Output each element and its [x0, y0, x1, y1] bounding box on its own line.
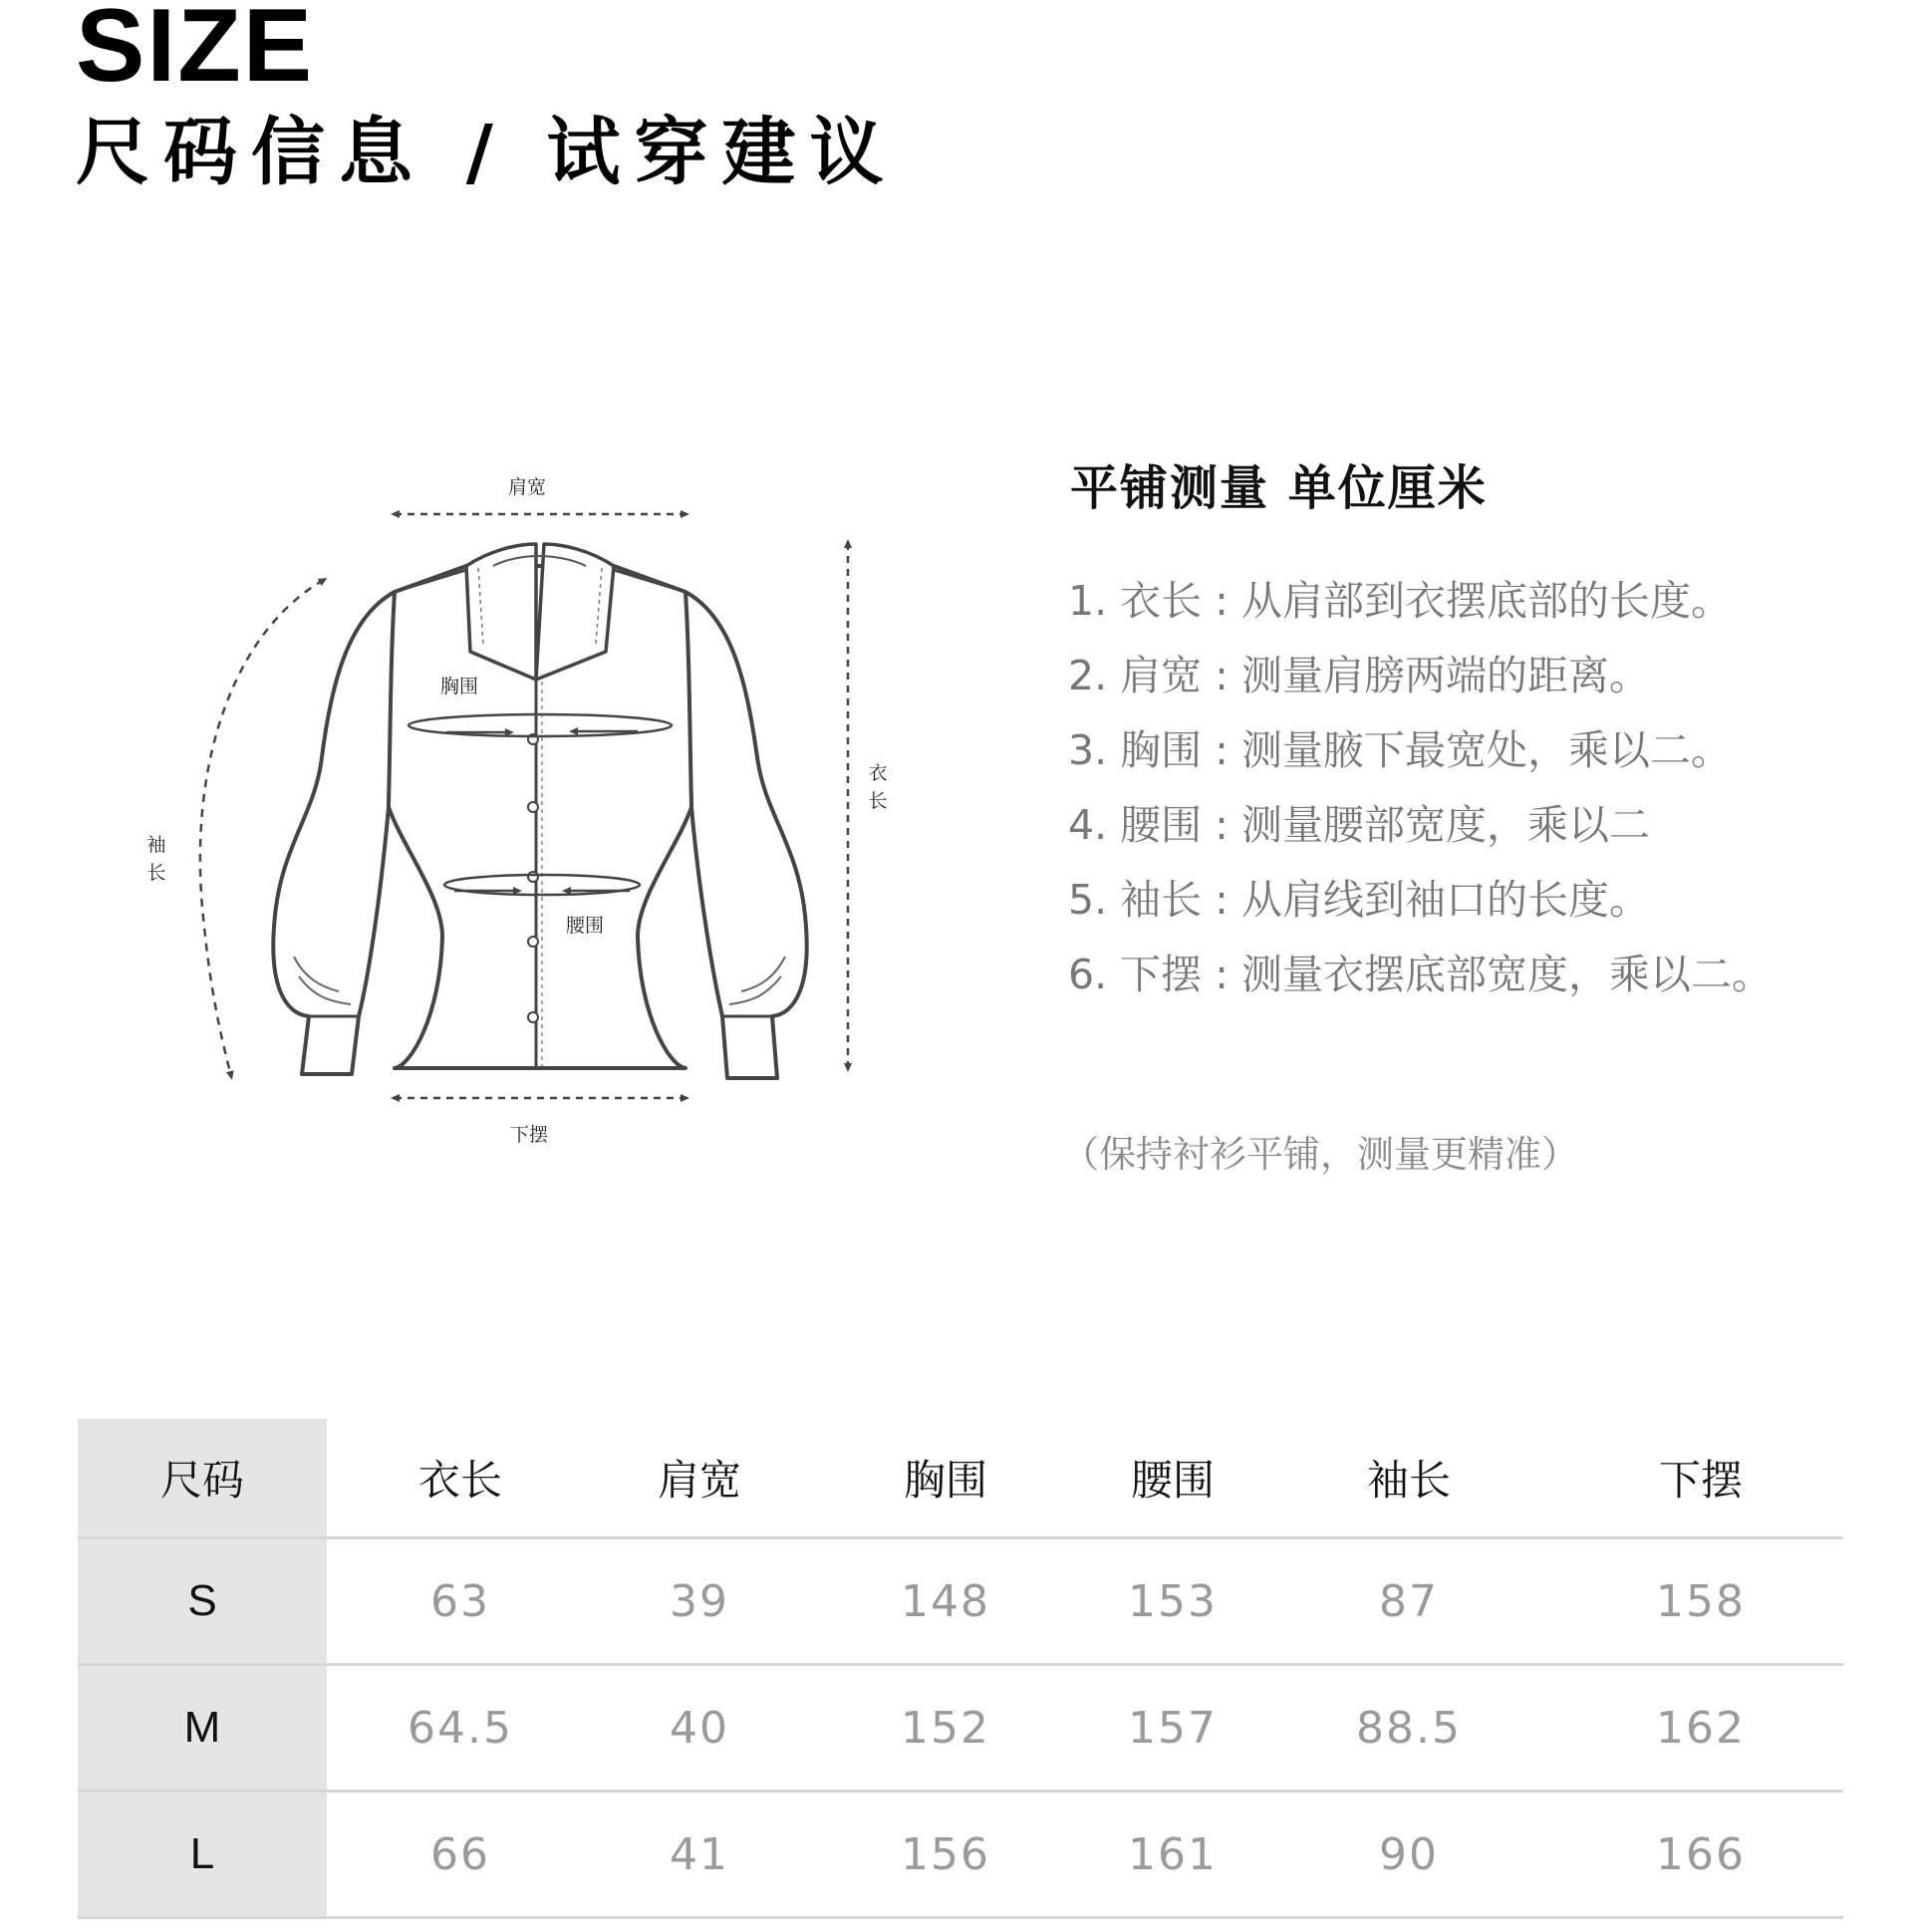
measurement-hint: （保持衬衫平铺，测量更精准）	[1062, 1133, 1578, 1176]
column-header-chest: 胸围	[805, 1419, 1086, 1538]
table-row	[78, 1538, 1843, 1665]
label-length: 衣长	[868, 762, 888, 812]
shirt-illustration	[120, 458, 917, 1156]
table-cell: 162	[1558, 1665, 1843, 1792]
label-waist: 腰围	[566, 915, 605, 937]
note-item: 3. 胸围 : 测量腋下最宽处，乘以二。	[1068, 726, 1733, 774]
button	[528, 1012, 538, 1022]
column-header-shoulder: 肩宽	[594, 1419, 805, 1538]
size-label-cell: S	[78, 1538, 327, 1665]
page-title-chinese: 尺码信息 / 试穿建议	[76, 110, 898, 195]
table-cell: 157	[1086, 1665, 1259, 1792]
table-cell: 40	[594, 1665, 805, 1792]
label-chest: 胸围	[440, 676, 479, 697]
column-header-waist: 腰围	[1086, 1419, 1259, 1538]
note-item: 5. 袖长 : 从肩线到袖口的长度。	[1068, 876, 1651, 924]
notes-title: 平铺测量 单位厘米	[1070, 460, 1488, 516]
note-item: 4. 腰围 : 测量腰部宽度，乘以二	[1068, 801, 1651, 849]
button	[528, 937, 538, 947]
table-cell: 153	[1086, 1538, 1259, 1665]
button	[528, 872, 538, 882]
size-label-cell: L	[78, 1792, 327, 1918]
measurement-notes	[1068, 460, 1885, 1012]
table-cell: 66	[327, 1792, 594, 1918]
size-label-cell: M	[78, 1665, 327, 1792]
shirt-measurement-diagram	[120, 458, 917, 1156]
table-cell: 161	[1086, 1792, 1259, 1918]
table-cell: 158	[1558, 1538, 1843, 1665]
size-table	[78, 1419, 1843, 1919]
note-item: 1. 衣长 : 从肩部到衣摆底部的长度。	[1068, 577, 1733, 625]
label-shoulder: 肩宽	[508, 476, 547, 498]
column-header-length: 衣长	[327, 1419, 594, 1538]
note-item: 2. 肩宽 : 测量肩膀两端的距离。	[1068, 652, 1651, 699]
label-sleeve: 袖长	[146, 834, 166, 884]
page-title-english: SIZE	[76, 0, 315, 104]
table-cell: 148	[805, 1538, 1086, 1665]
table-cell: 166	[1558, 1792, 1843, 1918]
column-header-sleeve: 袖长	[1259, 1419, 1558, 1538]
table-row	[78, 1665, 1843, 1792]
table-header-row	[78, 1419, 1843, 1538]
column-header-size: 尺码	[78, 1419, 327, 1538]
table-row	[78, 1792, 1843, 1918]
label-hem: 下摆	[510, 1124, 549, 1146]
table-cell: 90	[1259, 1792, 1558, 1918]
table-cell: 39	[594, 1538, 805, 1665]
right-sleeve	[685, 592, 807, 1078]
button	[528, 802, 538, 812]
table-cell: 87	[1259, 1538, 1558, 1665]
table-cell: 156	[805, 1792, 1086, 1918]
note-item: 6. 下摆 : 测量衣摆底部宽度，乘以二。	[1068, 951, 1774, 998]
column-header-hem: 下摆	[1558, 1419, 1843, 1538]
table-cell: 88.5	[1259, 1665, 1558, 1792]
table-cell: 63	[327, 1538, 594, 1665]
table-cell: 64.5	[327, 1665, 594, 1792]
table-cell: 152	[805, 1665, 1086, 1792]
table-cell: 41	[594, 1792, 805, 1918]
